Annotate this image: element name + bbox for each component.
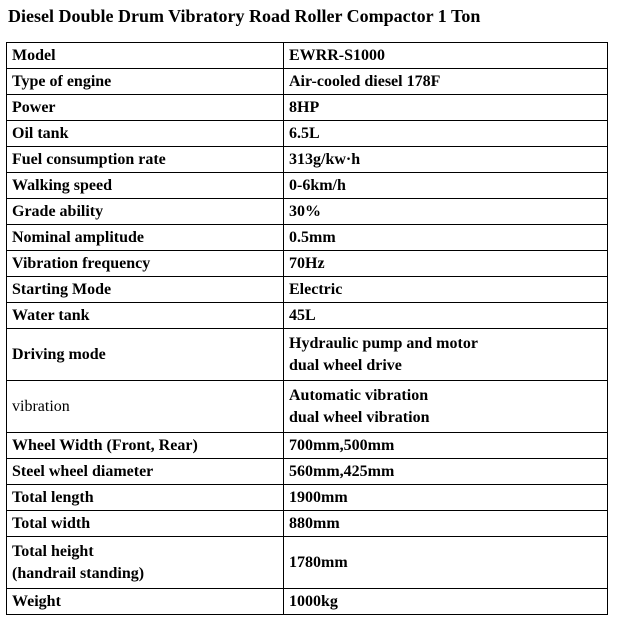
page-title: Diesel Double Drum Vibratory Road Roller Compactor 1 Ton: [8, 6, 481, 26]
table-row: [7, 329, 608, 381]
spec-key: Walking speed: [7, 173, 284, 199]
spec-value: Air-cooled diesel 178F: [284, 69, 608, 95]
spec-key: Oil tank: [7, 121, 284, 147]
spec-value: 0-6km/h: [284, 173, 608, 199]
spec-value: Electric: [284, 277, 608, 303]
table-row: [7, 277, 608, 303]
spec-key: Total width: [7, 511, 284, 537]
table-row: [7, 173, 608, 199]
spec-value-line: dual wheel vibration: [289, 408, 430, 426]
table-row: [7, 537, 608, 589]
table-row: [7, 199, 608, 225]
table-row: [7, 381, 608, 433]
table-row: [7, 485, 608, 511]
spec-value-line: Automatic vibration: [289, 386, 429, 404]
spec-value: 70Hz: [284, 251, 608, 277]
spec-key: Wheel Width (Front, Rear): [7, 433, 284, 459]
spec-value: EWRR-S1000: [284, 43, 608, 69]
spec-value: 313g/kw·h: [284, 147, 608, 173]
spec-value: 8HP: [284, 95, 608, 121]
spec-value: 1900mm: [284, 485, 608, 511]
table-row: [7, 121, 608, 147]
spec-value: 0.5mm: [284, 225, 608, 251]
table-row: [7, 147, 608, 173]
spec-table: [6, 42, 608, 615]
spec-value: 880mm: [284, 511, 608, 537]
spec-key: Water tank: [7, 303, 284, 329]
spec-key-line: Total height: [12, 542, 94, 560]
spec-key: vibration: [7, 381, 284, 433]
spec-key: Total length: [7, 485, 284, 511]
spec-key: Power: [7, 95, 284, 121]
spec-value: 6.5L: [284, 121, 608, 147]
table-row: [7, 251, 608, 277]
table-row: [7, 43, 608, 69]
spec-key: Model: [7, 43, 284, 69]
table-row: [7, 69, 608, 95]
spec-key: Starting Mode: [7, 277, 284, 303]
spec-value: 30%: [284, 199, 608, 225]
spec-key: Nominal amplitude: [7, 225, 284, 251]
table-row: [7, 95, 608, 121]
table-row: [7, 433, 608, 459]
spec-key: Vibration frequency: [7, 251, 284, 277]
spec-value: 560mm,425mm: [284, 459, 608, 485]
spec-value: 1780mm: [284, 537, 608, 589]
spec-key: Grade ability: [7, 199, 284, 225]
spec-key: Type of engine: [7, 69, 284, 95]
spec-value: 1000kg: [284, 589, 608, 615]
spec-key: [7, 537, 284, 589]
spec-key: Weight: [7, 589, 284, 615]
spec-value: [284, 329, 608, 381]
spec-value-line: dual wheel drive: [289, 356, 402, 374]
table-row: [7, 303, 608, 329]
spec-key: Steel wheel diameter: [7, 459, 284, 485]
spec-key: Fuel consumption rate: [7, 147, 284, 173]
spec-key-line: (handrail standing): [12, 564, 145, 582]
spec-value: [284, 381, 608, 433]
spec-value: 700mm,500mm: [284, 433, 608, 459]
table-row: [7, 225, 608, 251]
spec-value: 45L: [284, 303, 608, 329]
spec-value-line: Hydraulic pump and motor: [289, 334, 478, 352]
spec-key: Driving mode: [7, 329, 284, 381]
table-row: [7, 511, 608, 537]
table-row: [7, 459, 608, 485]
table-row: [7, 589, 608, 615]
